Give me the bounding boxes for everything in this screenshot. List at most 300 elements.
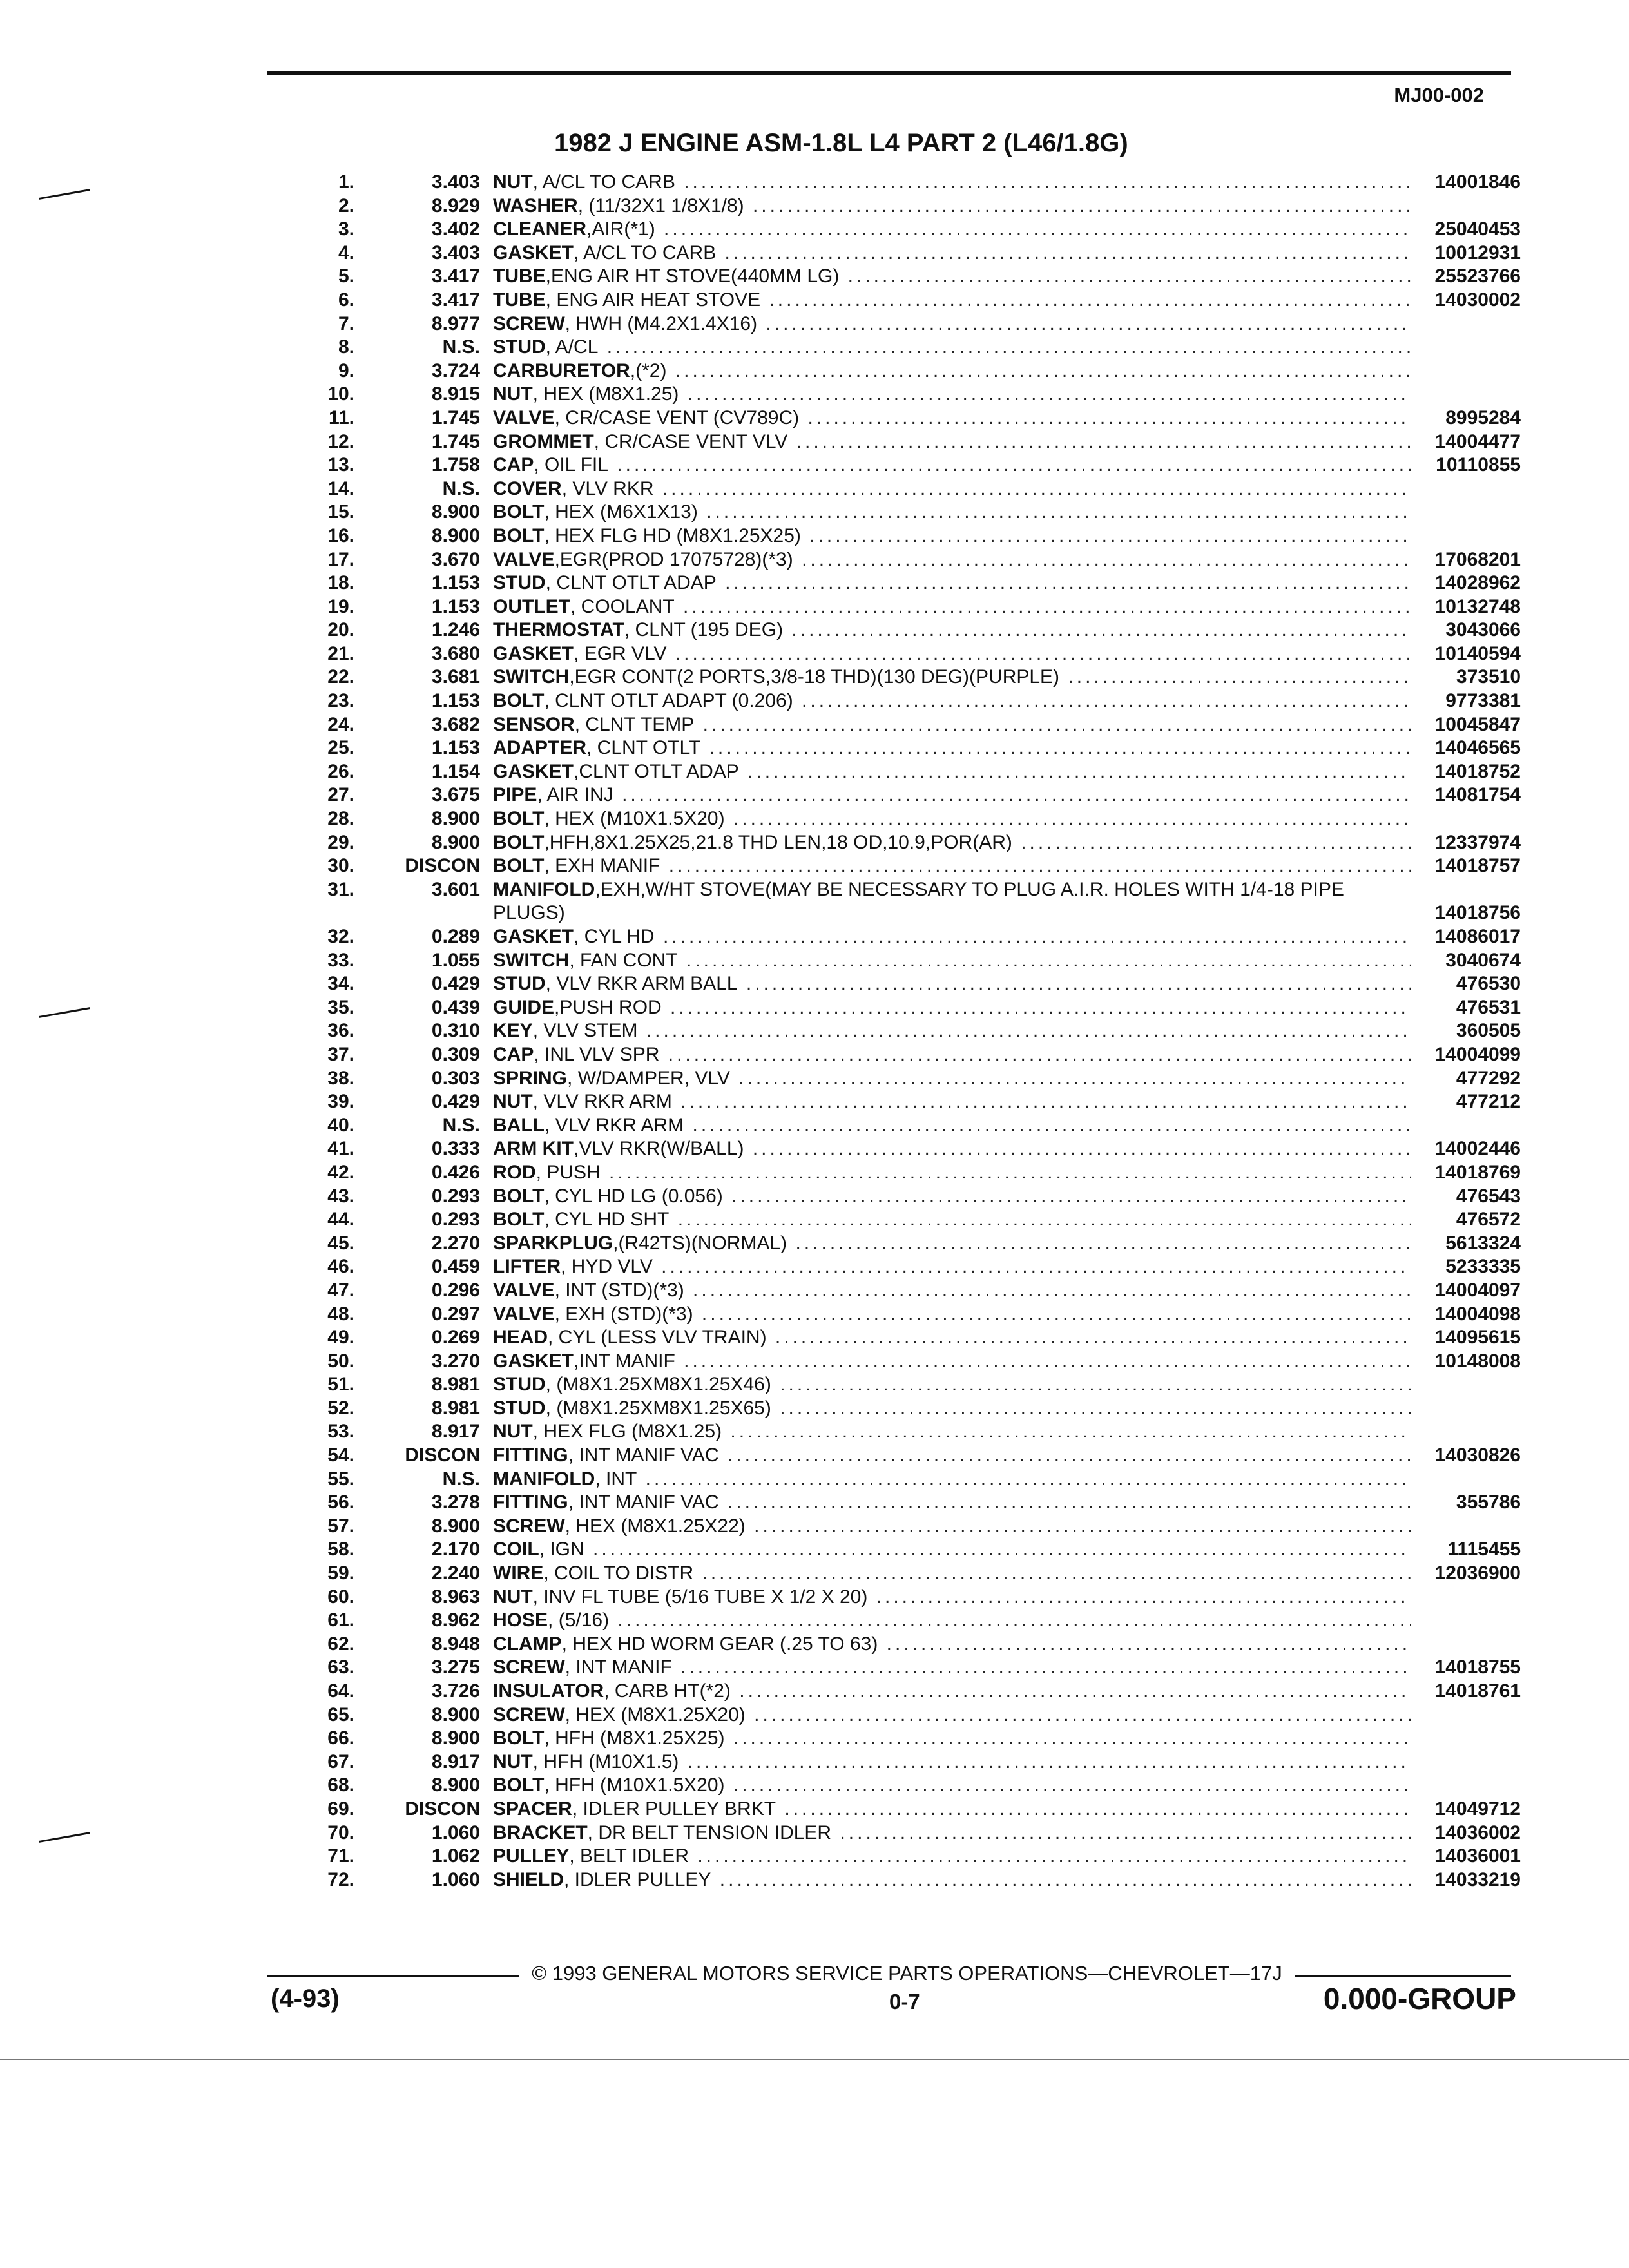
part-number: 477212: [1456, 1091, 1521, 1113]
part-number: 12036900: [1434, 1562, 1521, 1584]
part-description: [493, 1373, 1411, 1397]
part-detail: , HEX (M8X1.25): [532, 383, 679, 405]
part-row: [277, 736, 1521, 760]
item-number: 13.: [327, 454, 354, 476]
group-number: 0.296: [431, 1279, 480, 1301]
part-name: SCREW: [493, 312, 565, 334]
group-number: 3.726: [431, 1680, 480, 1702]
part-description: [493, 265, 1411, 289]
part-detail: , CYL (LESS VLV TRAIN): [548, 1327, 767, 1349]
part-name: NUT: [493, 1751, 533, 1773]
margin-mark: [39, 1007, 90, 1018]
part-row: [277, 242, 1521, 265]
group-number: 8.900: [431, 808, 480, 830]
part-description: [493, 195, 1411, 218]
part-description: [493, 642, 1411, 666]
group-number: 3.680: [431, 642, 480, 664]
part-row: [277, 1373, 1521, 1397]
part-description: [493, 1656, 1411, 1680]
group-number: 3.681: [431, 666, 480, 688]
part-description: [493, 713, 1411, 737]
item-number: 56.: [327, 1492, 354, 1514]
part-detail: , VLV RKR: [561, 477, 654, 499]
part-name: MANIFOLD: [493, 1468, 595, 1490]
part-name: VALVE: [493, 1303, 555, 1325]
part-row: [277, 1185, 1521, 1209]
part-name: CLEANER: [493, 218, 587, 240]
item-number: 61.: [327, 1610, 354, 1631]
group-number: 2.240: [431, 1562, 480, 1584]
part-description: [493, 171, 1411, 195]
part-number: 14018756: [1434, 902, 1521, 924]
part-row: [277, 1420, 1521, 1444]
part-name: SWITCH: [493, 666, 570, 688]
part-detail: , INT: [595, 1468, 637, 1490]
part-detail: , CYL HD SHT: [544, 1209, 670, 1231]
part-name: SCREW: [493, 1515, 565, 1537]
part-name: KEY: [493, 1020, 533, 1042]
item-number: 57.: [327, 1515, 354, 1537]
item-number: 6.: [338, 289, 354, 311]
part-detail: , (M8X1.25XM8X1.25X65): [545, 1397, 771, 1419]
part-description: [493, 1845, 1411, 1869]
part-number: 14046565: [1434, 737, 1521, 759]
part-description: [493, 1633, 1411, 1657]
part-row: [277, 171, 1521, 195]
group-number: N.S.: [442, 1114, 480, 1136]
part-detail: , VLV RKR ARM: [532, 1091, 672, 1113]
group-number: 3.403: [431, 171, 480, 193]
group-number: 3.682: [431, 713, 480, 735]
part-description: [493, 1255, 1411, 1279]
footer-rule: [1295, 1975, 1511, 1977]
part-number: 25040453: [1434, 218, 1521, 240]
part-row: [277, 996, 1521, 1020]
part-row: [277, 524, 1521, 548]
part-description: [493, 1043, 1411, 1067]
part-name: ROD: [493, 1161, 536, 1183]
group-number: 0.289: [431, 926, 480, 947]
part-description: [493, 1185, 1411, 1209]
part-number: 17068201: [1434, 548, 1521, 570]
group-number: 8.963: [431, 1586, 480, 1608]
part-number: 10012931: [1434, 242, 1521, 264]
part-name: NUT: [493, 171, 533, 193]
part-row: [277, 972, 1521, 996]
part-name: BOLT: [493, 524, 545, 546]
item-number: 46.: [327, 1256, 354, 1278]
part-row: [277, 1043, 1521, 1067]
part-detail: , CARB HT(*2): [604, 1680, 731, 1702]
part-description: [493, 1067, 1411, 1091]
group-number: 2.270: [431, 1232, 480, 1254]
item-number: 65.: [327, 1704, 354, 1725]
part-name: PULLEY: [493, 1845, 570, 1867]
part-detail: ,AIR(*1): [586, 218, 655, 240]
group-number: 1.153: [431, 737, 480, 759]
part-detail: , CYL HD LG (0.056): [544, 1185, 723, 1207]
part-description: [493, 289, 1411, 312]
group-number: 8.900: [431, 524, 480, 546]
item-number: 53.: [327, 1421, 354, 1443]
part-name: SPRING: [493, 1067, 568, 1089]
part-number: 14036001: [1434, 1845, 1521, 1867]
part-name: STUD: [493, 973, 546, 995]
part-description: [493, 1019, 1411, 1043]
part-name: STUD: [493, 336, 546, 358]
top-rule: [267, 71, 1511, 75]
group-number: DISCON: [405, 855, 480, 877]
group-number: 8.917: [431, 1751, 480, 1773]
part-detail: ,EGR(PROD 17075728)(*3): [554, 548, 793, 570]
part-row: [277, 195, 1521, 218]
part-row: [277, 595, 1521, 619]
part-description: [493, 1420, 1411, 1444]
part-detail: , CLNT (195 DEG): [624, 619, 784, 641]
part-detail: , HEX (M6X1X13): [544, 501, 698, 523]
part-detail: , HWH (M4.2X1.4X16): [564, 312, 758, 334]
part-detail: , CR/CASE VENT (CV789C): [554, 407, 800, 428]
part-detail: , INT MANIF VAC: [568, 1492, 719, 1514]
part-name: SCREW: [493, 1704, 565, 1725]
item-number: 64.: [327, 1680, 354, 1702]
part-description: [493, 972, 1411, 996]
group-number: 8.948: [431, 1633, 480, 1655]
part-row: [277, 1869, 1521, 1892]
part-number: 14004477: [1434, 430, 1521, 452]
group-code: 0.000-GROUP: [1323, 1982, 1516, 2015]
part-detail: ,ENG AIR HT STOVE(440MM LG): [545, 265, 840, 287]
part-name: BOLT: [493, 690, 545, 712]
part-detail: , FAN CONT: [569, 949, 678, 971]
part-name: VALVE: [493, 548, 555, 570]
part-row: [277, 1090, 1521, 1114]
part-name: BOLT: [493, 501, 545, 523]
item-number: 36.: [327, 1020, 354, 1042]
item-number: 58.: [327, 1539, 354, 1561]
part-row: [277, 1704, 1521, 1727]
part-name: BOLT: [493, 1185, 545, 1207]
part-number: 14036002: [1434, 1821, 1521, 1843]
part-number: 1115455: [1447, 1539, 1521, 1561]
part-row: [277, 1821, 1521, 1845]
part-row: [277, 1468, 1521, 1492]
part-detail: , HEX (M10X1.5X20): [544, 808, 725, 830]
item-number: 38.: [327, 1067, 354, 1089]
part-row: [277, 1633, 1521, 1657]
item-number: 29.: [327, 831, 354, 853]
part-row: [277, 407, 1521, 430]
item-number: 47.: [327, 1279, 354, 1301]
part-number: 476531: [1456, 996, 1521, 1018]
part-number: 8995284: [1445, 407, 1521, 428]
item-number: 19.: [327, 595, 354, 617]
part-detail: , OIL FIL: [534, 454, 608, 476]
part-detail: ,(*2): [630, 360, 667, 381]
item-number: 68.: [327, 1774, 354, 1796]
part-detail: , CLNT TEMP: [574, 713, 695, 735]
document-id: MJ00-002: [1394, 84, 1484, 106]
part-name: SHIELD: [493, 1869, 564, 1890]
part-row: [277, 1161, 1521, 1185]
part-description: [493, 312, 1411, 336]
part-row: [277, 360, 1521, 383]
group-number: 0.303: [431, 1067, 480, 1089]
group-number: 8.962: [431, 1610, 480, 1631]
group-number: 3.275: [431, 1657, 480, 1678]
revision-date: (4-93): [271, 1984, 340, 2013]
part-name: SWITCH: [493, 949, 570, 971]
part-description: [493, 807, 1411, 831]
item-number: 2.: [338, 195, 354, 216]
part-detail: , INT MANIF: [564, 1657, 672, 1678]
part-detail: ,EGR CONT(2 PORTS,3/8-18 THD)(130 DEG)(PURPLE): [569, 666, 1060, 688]
part-detail: , CR/CASE VENT VLV: [593, 430, 788, 452]
part-name: CAP: [493, 1043, 534, 1065]
part-detail: , HEX (M8X1.25X20): [564, 1704, 746, 1725]
group-number: 1.062: [431, 1845, 480, 1867]
item-number: 35.: [327, 996, 354, 1018]
part-description: [493, 572, 1411, 595]
group-number: 0.297: [431, 1303, 480, 1325]
part-name: BRACKET: [493, 1821, 588, 1843]
item-number: 11.: [328, 407, 354, 428]
part-detail: , HYD VLV: [561, 1256, 653, 1278]
group-number: 0.309: [431, 1043, 480, 1065]
part-row: [277, 289, 1521, 312]
item-number: 31.: [327, 878, 354, 900]
part-name: GASKET: [493, 760, 574, 782]
part-detail: , HFH (M8X1.25X25): [544, 1727, 725, 1749]
item-number: 55.: [327, 1468, 354, 1490]
part-description: [493, 1326, 1411, 1350]
part-description: [493, 1609, 1411, 1633]
part-detail: , COOLANT: [570, 595, 675, 617]
part-number: 5613324: [1445, 1232, 1521, 1254]
part-row: [277, 1114, 1521, 1138]
item-number: 52.: [327, 1397, 354, 1419]
part-name: ADAPTER: [493, 737, 587, 759]
margin-mark: [39, 1832, 90, 1843]
part-name: BOLT: [493, 1209, 545, 1231]
part-detail: , HFH (M10X1.5): [532, 1751, 679, 1773]
part-detail: , EXH (STD)(*3): [554, 1303, 693, 1325]
group-number: N.S.: [442, 1468, 480, 1490]
item-number: 59.: [327, 1562, 354, 1584]
part-number: 373510: [1456, 666, 1521, 688]
part-detail: , HEX FLG (M8X1.25): [532, 1421, 722, 1443]
group-number: 0.333: [431, 1138, 480, 1160]
item-number: 70.: [327, 1821, 354, 1843]
part-row: [277, 1137, 1521, 1161]
part-detail: , IDLER PULLEY: [564, 1869, 711, 1890]
part-description: [493, 454, 1411, 477]
group-number: 3.403: [431, 242, 480, 264]
part-description: [493, 1821, 1411, 1845]
part-description: [493, 949, 1411, 973]
item-number: 45.: [327, 1232, 354, 1254]
part-row: [277, 1609, 1521, 1633]
item-number: 27.: [327, 784, 354, 806]
part-name: GUIDE: [493, 996, 555, 1018]
part-row: [277, 1727, 1521, 1751]
part-row: [277, 572, 1521, 595]
group-number: 1.060: [431, 1869, 480, 1890]
part-row: [277, 1350, 1521, 1374]
part-description: [493, 854, 1411, 878]
item-number: 44.: [327, 1209, 354, 1231]
part-number: 14049712: [1434, 1798, 1521, 1820]
part-number: 10132748: [1434, 595, 1521, 617]
part-number: 476530: [1456, 973, 1521, 995]
item-number: 3.: [338, 218, 354, 240]
group-number: 3.601: [431, 878, 480, 900]
part-detail: , EGR VLV: [574, 642, 667, 664]
part-row: [277, 1751, 1521, 1774]
item-number: 12.: [327, 430, 354, 452]
part-number: 9773381: [1445, 690, 1521, 712]
part-name: WIRE: [493, 1562, 544, 1584]
part-name: TUBE: [493, 265, 546, 287]
part-row: [277, 1326, 1521, 1350]
part-number: 5233335: [1445, 1256, 1521, 1278]
part-row: [277, 878, 1521, 925]
part-description: [493, 1090, 1411, 1114]
group-number: 8.981: [431, 1374, 480, 1396]
item-number: 39.: [327, 1091, 354, 1113]
part-name: INSULATOR: [493, 1680, 604, 1702]
part-name: SCREW: [493, 1657, 565, 1678]
part-detail: , HFH (M10X1.5X20): [544, 1774, 725, 1796]
part-number: 14004098: [1434, 1303, 1521, 1325]
item-number: 21.: [327, 642, 354, 664]
part-description: [493, 1397, 1411, 1421]
part-name: VALVE: [493, 407, 555, 428]
part-detail: , BELT IDLER: [569, 1845, 689, 1867]
item-number: 41.: [327, 1138, 354, 1160]
part-row: [277, 312, 1521, 336]
part-number: 14086017: [1434, 926, 1521, 947]
part-description: [493, 689, 1411, 713]
part-name: NUT: [493, 383, 533, 405]
part-description: [493, 1727, 1411, 1751]
group-number: 0.426: [431, 1161, 480, 1183]
item-number: 9.: [338, 360, 354, 381]
group-number: 0.459: [431, 1256, 480, 1278]
group-number: 0.269: [431, 1327, 480, 1349]
part-detail: , EXH MANIF: [544, 855, 660, 877]
part-number: 14004099: [1434, 1043, 1521, 1065]
group-number: 1.745: [431, 407, 480, 428]
part-number: 3043066: [1445, 619, 1521, 641]
group-number: 2.170: [431, 1539, 480, 1561]
part-number: 14002446: [1434, 1138, 1521, 1160]
part-row: [277, 619, 1521, 642]
part-detail: , INT (STD)(*3): [554, 1279, 684, 1301]
group-number: 0.439: [431, 996, 480, 1018]
part-description: [493, 1704, 1411, 1727]
part-name: GROMMET: [493, 430, 594, 452]
part-row: [277, 1019, 1521, 1043]
part-number: 14033219: [1434, 1869, 1521, 1890]
part-description: [493, 595, 1411, 619]
part-row: [277, 265, 1521, 289]
part-row: [277, 1397, 1521, 1421]
part-detail: ,VLV RKR(W/BALL): [573, 1138, 744, 1160]
part-name: CAP: [493, 454, 534, 476]
part-number: 476543: [1456, 1185, 1521, 1207]
part-description: [493, 1444, 1411, 1468]
group-number: 0.293: [431, 1209, 480, 1231]
group-number: N.S.: [442, 477, 480, 499]
part-row: [277, 1067, 1521, 1091]
part-description: [493, 760, 1411, 784]
part-row: [277, 760, 1521, 784]
part-row: [277, 1774, 1521, 1798]
part-name: STUD: [493, 1374, 546, 1396]
part-description: [493, 1208, 1411, 1232]
item-number: 51.: [327, 1374, 354, 1396]
part-name: ARM KIT: [493, 1138, 574, 1160]
part-detail: , CLNT OTLT ADAPT (0.206): [544, 690, 793, 712]
group-number: DISCON: [405, 1445, 480, 1466]
part-detail: , IGN: [539, 1539, 584, 1561]
item-number: 5.: [338, 265, 354, 287]
item-number: 43.: [327, 1185, 354, 1207]
part-row: [277, 1491, 1521, 1515]
part-name: BOLT: [493, 808, 545, 830]
part-row: [277, 1656, 1521, 1680]
part-number: 10110855: [1436, 454, 1521, 476]
part-description: [493, 996, 1411, 1020]
part-detail: , CLNT OTLT ADAP: [545, 572, 717, 594]
part-description: [493, 336, 1411, 360]
bottom-rule: [0, 2059, 1629, 2060]
part-name: STUD: [493, 1397, 546, 1419]
part-row: [277, 949, 1521, 973]
group-number: DISCON: [405, 1798, 480, 1820]
group-number: 1.153: [431, 595, 480, 617]
group-number: 3.724: [431, 360, 480, 381]
part-row: [277, 1208, 1521, 1232]
group-number: 1.055: [431, 949, 480, 971]
part-row: [277, 1303, 1521, 1327]
part-row: [277, 1845, 1521, 1869]
part-description: [493, 1468, 1411, 1492]
part-description: [493, 878, 1411, 925]
item-number: 42.: [327, 1161, 354, 1183]
group-number: 3.417: [431, 265, 480, 287]
group-number: 8.981: [431, 1397, 480, 1419]
part-description: [493, 383, 1411, 407]
part-number: 10140594: [1434, 642, 1521, 664]
part-row: [277, 336, 1521, 360]
part-description: [493, 925, 1411, 949]
part-row: [277, 666, 1521, 689]
footer-rule: [267, 1975, 519, 1977]
part-detail: ,PUSH ROD: [554, 996, 662, 1018]
group-number: 8.900: [431, 831, 480, 853]
item-number: 40.: [327, 1114, 354, 1136]
part-number: 14004097: [1434, 1279, 1521, 1301]
part-description: [493, 1114, 1411, 1138]
part-name: WASHER: [493, 195, 578, 216]
item-number: 15.: [327, 501, 354, 523]
part-name: NUT: [493, 1091, 533, 1113]
part-number: 355786: [1456, 1492, 1521, 1514]
item-number: 66.: [327, 1727, 354, 1749]
part-description: [493, 1515, 1411, 1539]
